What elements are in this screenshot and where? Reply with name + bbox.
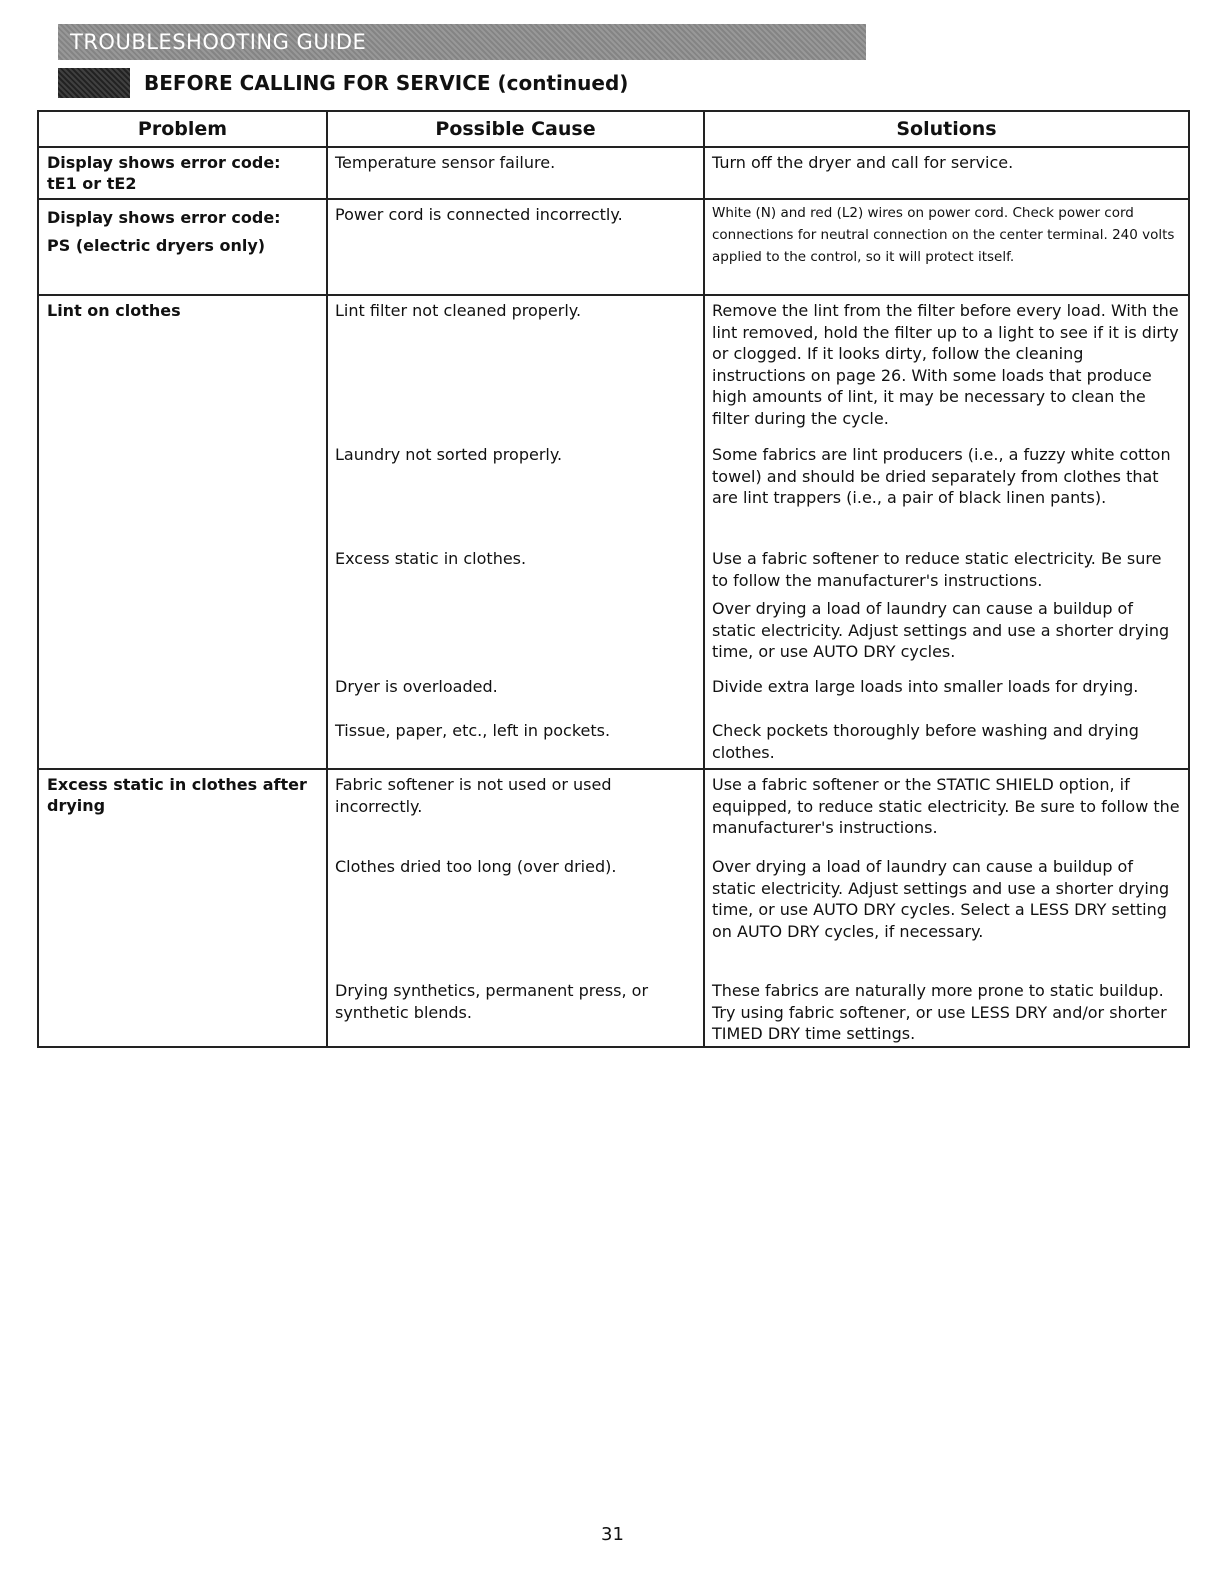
problem-text: Excess static in clothes after drying: [47, 775, 307, 815]
solution-text: Check pockets thoroughly before washing and drying clothes.: [712, 721, 1139, 762]
banner-title: TROUBLESHOOTING GUIDE: [70, 30, 367, 54]
cause-text: Fabric softener is not used or used incorrectly.: [335, 775, 612, 816]
column-header-solutions: Solutions: [704, 111, 1189, 147]
solution-cell: [704, 199, 1189, 295]
table-row: [38, 295, 1189, 769]
solution-cell: [704, 295, 1189, 769]
troubleshooting-table: [37, 110, 1190, 1048]
solution-text: These fabrics are naturally more prone to static buildup. Try using fabric softener, or use LESS DRY and/or shorter TIMED DRY time settings.: [712, 981, 1167, 1044]
problem-cell: [38, 769, 327, 1047]
cause-text: Laundry not sorted properly.: [335, 445, 563, 464]
cause-text: Clothes dried too long (over dried).: [335, 857, 617, 876]
problem-text: Display shows error code:: [47, 208, 281, 227]
cause-cell: [327, 769, 704, 1047]
table-header-row: [38, 111, 1189, 147]
solution-text: Use a fabric softener or the STATIC SHIELD option, if equipped, to reduce static electricity. Be sure to follow the manufacturer's instructions.: [712, 775, 1180, 838]
cause-text: Lint filter not cleaned properly.: [335, 301, 582, 320]
column-header-cause: Possible Cause: [327, 111, 704, 147]
cause-text: Excess static in clothes.: [335, 549, 527, 568]
problem-text: Display shows error code:: [47, 153, 281, 172]
heading-marker-block: [58, 68, 130, 98]
solution-text: Turn off the dryer and call for service.: [712, 153, 1014, 172]
solution-text: White (N) and red (L2) wires on power cord. Check power cord connections for neutral connection on the center terminal. 240 volts applied to the control, so it will protect itself.: [712, 205, 1175, 265]
cause-cell: [327, 147, 704, 199]
solution-text: Some fabrics are lint producers (i.e., a fuzzy white cotton towel) and should be dried separately from clothes that are lint trappers (i.e., a pair of black linen pants).: [712, 445, 1171, 508]
solution-cell: [704, 769, 1189, 1047]
problem-cell: [38, 147, 327, 199]
section-banner: [58, 24, 866, 60]
solution-text: Over drying a load of laundry can cause a buildup of static electricity. Adjust settings and use a shorter drying time, or use AUTO DRY cycles. Select a LESS DRY setting on AUTO DRY cycles, if necessary.: [712, 857, 1170, 941]
table-row: [38, 199, 1189, 295]
problem-cell: [38, 295, 327, 769]
solution-text: Remove the lint from the filter before every load. With the lint removed, hold the filter up to a light to see if it is dirty or clogged. If it looks dirty, follow the cleaning instructions on page 26. With some loads that produce high amounts of lint, it may be necessary to clean the filter during the cycle.: [712, 301, 1179, 428]
section-heading: [58, 66, 628, 100]
table-row: [38, 147, 1189, 199]
cause-text: Power cord is connected incorrectly.: [335, 205, 623, 224]
cause-text: Tissue, paper, etc., left in pockets.: [335, 721, 611, 740]
cause-cell: [327, 295, 704, 769]
solution-text: Over drying a load of laundry can cause a buildup of static electricity. Adjust settings and use a shorter drying time, or use AUTO DRY cycles.: [712, 599, 1170, 662]
cause-text: Drying synthetics, permanent press, or synthetic blends.: [335, 981, 649, 1022]
cause-text: Temperature sensor failure.: [335, 153, 556, 172]
problem-cell: [38, 199, 327, 295]
table-row: [38, 769, 1189, 1047]
solution-cell: [704, 147, 1189, 199]
solution-text: Use a fabric softener to reduce static electricity. Be sure to follow the manufacturer's instructions.: [712, 549, 1162, 590]
problem-text: Lint on clothes: [47, 301, 181, 320]
problem-text: PS (electric dryers only): [47, 236, 266, 255]
heading-title: BEFORE CALLING FOR SERVICE (continued): [144, 71, 629, 95]
column-header-problem: Problem: [38, 111, 327, 147]
cause-cell: [327, 199, 704, 295]
problem-text: tE1 or tE2: [47, 174, 137, 193]
solution-text: Divide extra large loads into smaller loads for drying.: [712, 677, 1139, 696]
page-number: 31: [601, 1524, 624, 1545]
cause-text: Dryer is overloaded.: [335, 677, 498, 696]
